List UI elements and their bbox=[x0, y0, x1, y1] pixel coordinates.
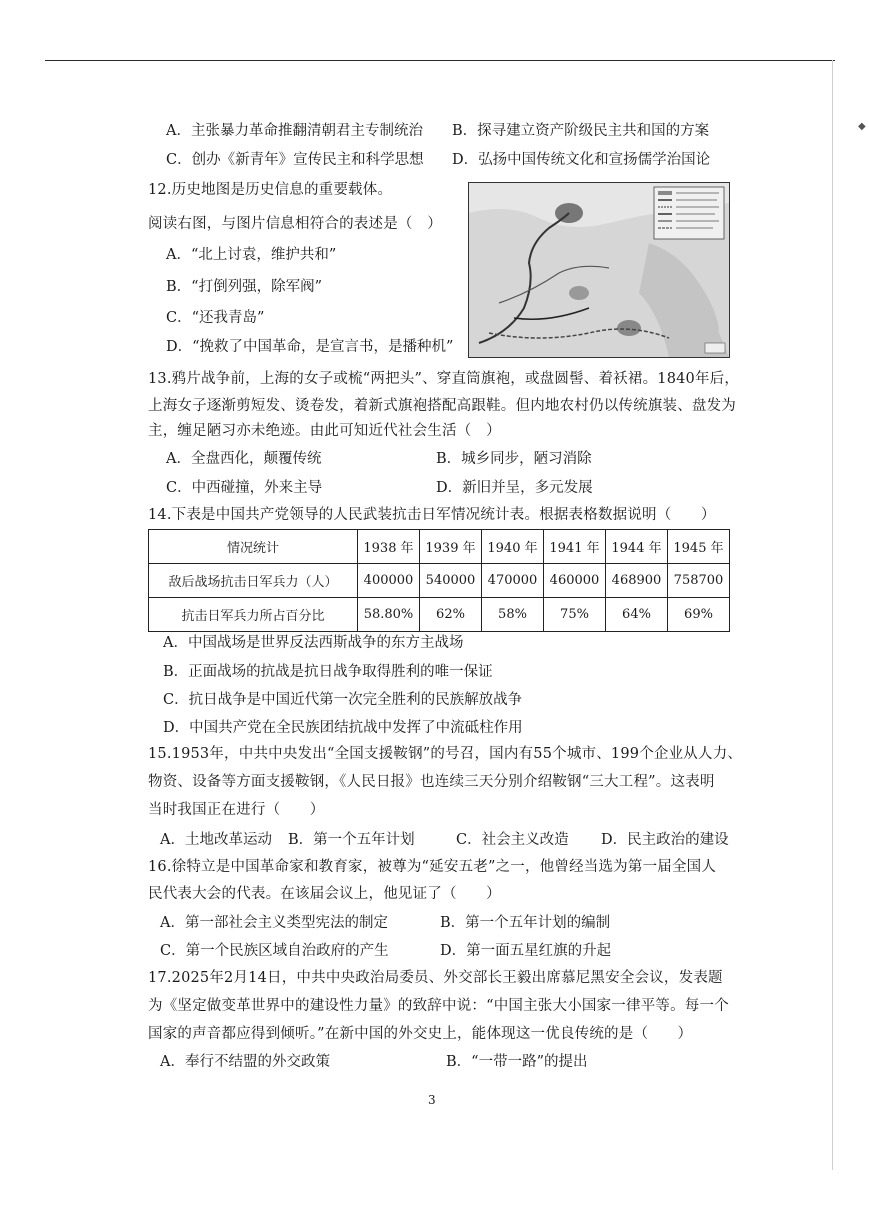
table-cell: 75% bbox=[544, 598, 606, 632]
table-cell: 460000 bbox=[544, 564, 606, 598]
q15-option-b[interactable]: B．第一个五年计划 bbox=[288, 832, 415, 848]
table-cell: 58.80% bbox=[358, 598, 420, 632]
table-row bbox=[149, 564, 730, 598]
historical-map-image bbox=[468, 182, 730, 358]
table-header-cell: 1939 年 bbox=[420, 530, 482, 564]
q15-stem-line3: 当时我国正在进行（ ） bbox=[148, 802, 325, 818]
q13-stem-line1: 13.鸦片战争前，上海的女子或梳“两把头”、穿直筒旗袍，或盘圆髻、着袄裙。1840年后， bbox=[148, 371, 740, 387]
table-cell: 69% bbox=[668, 598, 730, 632]
scan-mark: ◆ bbox=[858, 121, 866, 132]
table-header-cell: 1938 年 bbox=[358, 530, 420, 564]
q12-option-c[interactable]: C．“还我青岛” bbox=[166, 310, 265, 326]
header-rule bbox=[45, 60, 835, 61]
q13-option-d[interactable]: D．新旧并呈，多元发展 bbox=[436, 480, 593, 496]
q13-option-c[interactable]: C．中西碰撞，外来主导 bbox=[166, 480, 323, 496]
table-cell: 抗击日军兵力所占百分比 bbox=[149, 598, 358, 632]
q12-option-b[interactable]: B．“打倒列强，除军阀” bbox=[166, 279, 322, 295]
q11-option-a[interactable]: A．主张暴力革命推翻清朝君主专制统治 bbox=[166, 123, 423, 139]
q17-stem-line2: 为《坚定做变革世界中的建设性力量》的致辞中说：“中国主张大小国家一律平等。每一个 bbox=[148, 998, 729, 1014]
table-cell: 758700 bbox=[668, 564, 730, 598]
table-header-cell: 1940 年 bbox=[482, 530, 544, 564]
q16-option-c[interactable]: C．第一个民族区域自治政府的产生 bbox=[160, 943, 389, 959]
q16-stem-line2: 民代表大会的代表。在该届会议上，他见证了（ ） bbox=[148, 886, 501, 902]
table-header-cell: 1944 年 bbox=[606, 530, 668, 564]
q14-stem: 14.下表是中国共产党领导的人民武装抗击日军情况统计表。根据表格数据说明（ ） bbox=[148, 507, 716, 523]
q11-option-d[interactable]: D．弘扬中国传统文化和宣扬儒学治国论 bbox=[452, 152, 711, 168]
q11-option-c[interactable]: C．创办《新青年》宣传民主和科学思想 bbox=[166, 152, 424, 168]
q13-option-b[interactable]: B．城乡同步，陋习消除 bbox=[436, 451, 592, 467]
q15-stem-line1: 15.1953年，中共中央发出“全国支援鞍钢”的号召，国内有55个城市、199个企业从人力、 bbox=[148, 746, 743, 762]
table-header-row bbox=[149, 530, 730, 564]
table-row bbox=[149, 598, 730, 632]
q11-option-b[interactable]: B．探寻建立资产阶级民主共和国的方案 bbox=[452, 123, 710, 139]
q17-option-b[interactable]: B．“一带一路”的提出 bbox=[446, 1054, 588, 1070]
q14-option-a[interactable]: A．中国战场是世界反法西斯战争的东方主战场 bbox=[163, 635, 464, 651]
table-cell: 470000 bbox=[482, 564, 544, 598]
q16-option-b[interactable]: B．第一个五年计划的编制 bbox=[440, 915, 611, 931]
q17-stem-line3: 国家的声音都应得到倾听。”在新中国的外交史上，能体现这一优良传统的是（ ） bbox=[148, 1026, 693, 1042]
q16-option-a[interactable]: A．第一部社会主义类型宪法的制定 bbox=[160, 915, 388, 931]
q16-stem-line1: 16.徐特立是中国革命家和教育家，被尊为“延安五老”之一，他曾经当选为第一届全国人 bbox=[148, 859, 717, 875]
scan-edge bbox=[832, 60, 833, 1170]
q13-stem-line3: 主，缠足陋习亦未绝迹。由此可知近代社会生活（ ） bbox=[148, 423, 501, 439]
q15-option-d[interactable]: D．民主政治的建设 bbox=[601, 832, 729, 848]
q12-stem: 12.历史地图是历史信息的重要载体。 bbox=[148, 182, 393, 198]
table-cell: 400000 bbox=[358, 564, 420, 598]
table-cell: 468900 bbox=[606, 564, 668, 598]
map-drawing bbox=[469, 183, 729, 357]
q16-option-d[interactable]: D．第一面五星红旗的升起 bbox=[440, 943, 612, 959]
table-cell: 62% bbox=[420, 598, 482, 632]
q12-option-d[interactable]: D．“挽救了中国革命，是宣言书，是播种机” bbox=[166, 339, 454, 355]
table-cell: 64% bbox=[606, 598, 668, 632]
q17-stem-line1: 17.2025年2月14日，中共中央政治局委员、外交部长王毅出席慕尼黑安全会议，发表题 bbox=[148, 970, 723, 986]
q12-stem-2: 阅读右图，与图片信息相符合的表述是（ ） bbox=[148, 216, 442, 232]
table-cell: 58% bbox=[482, 598, 544, 632]
q14-option-c[interactable]: C．抗日战争是中国近代第一次完全胜利的民族解放战争 bbox=[163, 692, 523, 708]
q14-data-table bbox=[148, 529, 730, 632]
q12-option-a[interactable]: A．“北上讨袁，维护共和” bbox=[166, 247, 337, 263]
table-cell: 540000 bbox=[420, 564, 482, 598]
q14-option-b[interactable]: B．正面战场的抗战是抗日战争取得胜利的唯一保证 bbox=[163, 664, 493, 680]
table-cell: 敌后战场抗击日军兵力（人） bbox=[149, 564, 358, 598]
q15-stem-line2: 物资、设备等方面支援鞍钢，《人民日报》也连续三天分别介绍鞍钢“三大工程”。这表明 bbox=[148, 774, 715, 790]
q15-option-a[interactable]: A．土地改革运动 bbox=[160, 832, 272, 848]
table-header-cell: 1941 年 bbox=[544, 530, 606, 564]
q14-option-d[interactable]: D．中国共产党在全民族团结抗战中发挥了中流砥柱作用 bbox=[163, 720, 523, 736]
q13-option-a[interactable]: A．全盘西化，颠覆传统 bbox=[166, 451, 322, 467]
table-header-cell: 1945 年 bbox=[668, 530, 730, 564]
q15-option-c[interactable]: C．社会主义改造 bbox=[456, 832, 569, 848]
page-number: 3 bbox=[428, 1093, 436, 1107]
q13-stem-line2: 上海女子逐渐剪短发、烫卷发，着新式旗袍搭配高跟鞋。但内地农村仍以传统旗装、盘发为 bbox=[148, 398, 736, 414]
table-header-cell: 情况统计 bbox=[149, 530, 358, 564]
q17-option-a[interactable]: A．奉行不结盟的外交政策 bbox=[160, 1054, 330, 1070]
